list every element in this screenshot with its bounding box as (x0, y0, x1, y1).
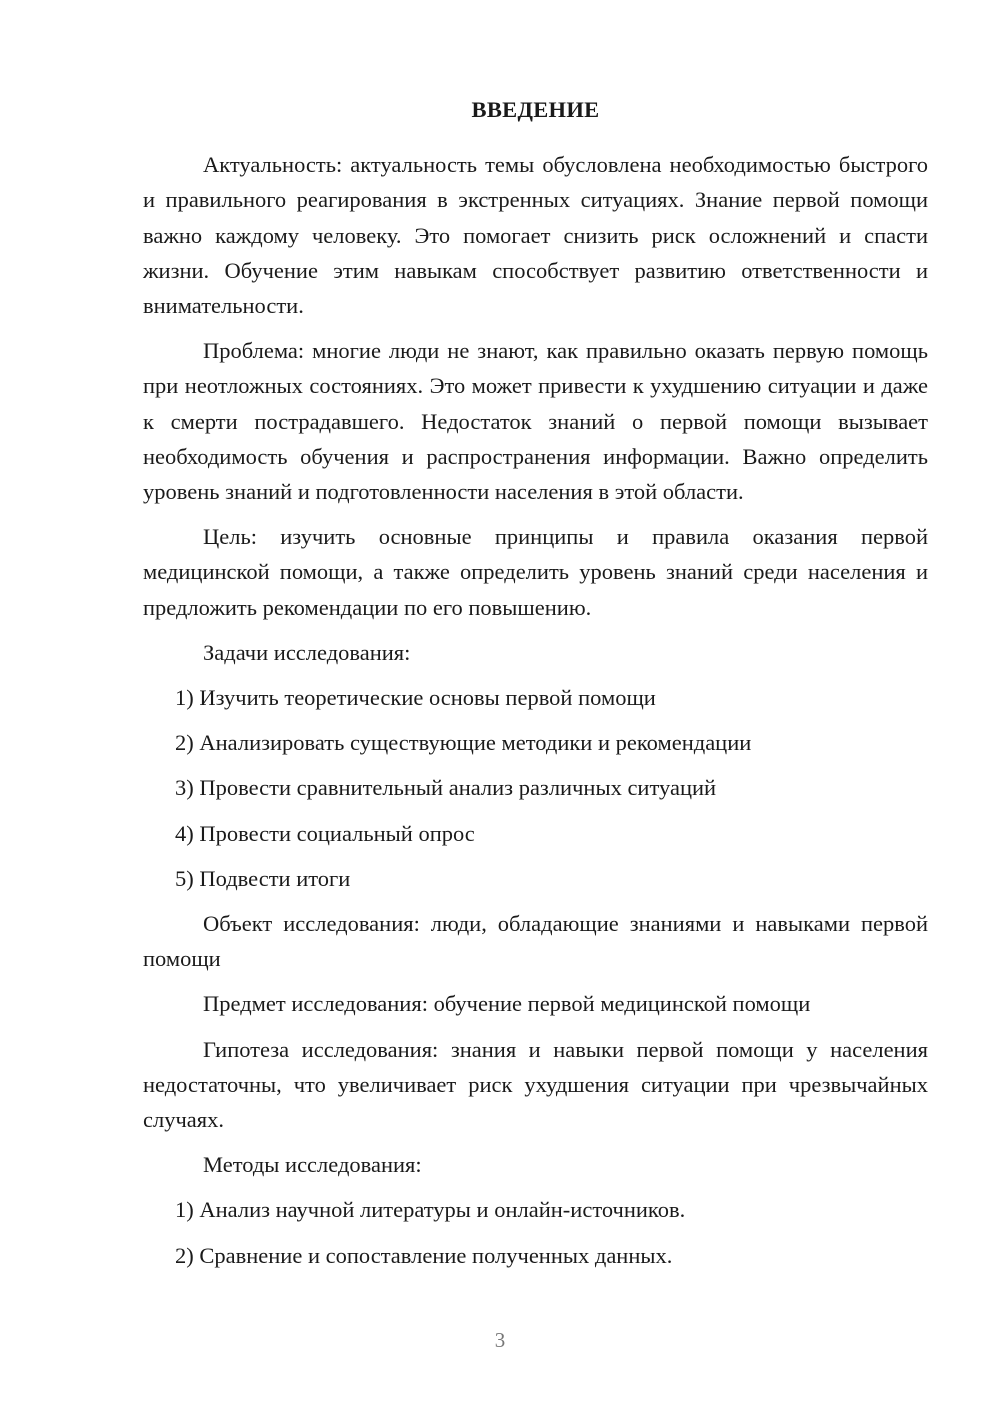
tasks-heading: Задачи исследования: (203, 639, 411, 665)
tasks-list (143, 680, 928, 896)
task-item-4: 4) Провести социальный опрос (175, 820, 475, 846)
relevance-paragraph: Актуальность: актуальность темы обусловлена необходимостью быстрого и правильного реагирования в экстренных ситуациях. Знание первой помощи важно каждому человеку. Это помогает снизить риск осложнений и спасти жизни. Обучение этим навыкам способствует развитию ответственности и внимательности. (143, 152, 928, 319)
task-item-3: 3) Провести сравнительный анализ различных ситуаций (175, 775, 717, 801)
task-item-5: 5) Подвести итоги (175, 865, 351, 891)
task-item-1: 1) Изучить теоретические основы первой помощи (175, 685, 656, 711)
goal-paragraph: Цель: изучить основные принципы и правила оказания первой медицинской помощи, а также определить уровень знаний среди населения и предложить рекомендации по его повышению. (143, 524, 928, 620)
problem-paragraph: Проблема: многие люди не знают, как правильно оказать первую помощь при неотложных состояниях. Это может привести к ухудшению ситуации и даже к смерти пострадавшего. Недостаток знаний о первой помощи вызывает необходимость обучения и распространения информации. Важно определить уровень знаний и подготовленности населения в этой области. (143, 338, 928, 505)
methods-heading: Методы исследования: (203, 1152, 422, 1178)
subject-paragraph: Предмет исследования: обучение первой медицинской помощи (203, 991, 811, 1017)
hypothesis-paragraph: Гипотеза исследования: знания и навыки первой помощи у населения недостаточны, что увеличивает риск ухудшения ситуации при чрезвычайных случаях. (143, 1036, 928, 1133)
method-item-1: 1) Анализ научной литературы и онлайн-источников. (175, 1197, 686, 1223)
methods-list (143, 1192, 928, 1272)
object-paragraph: Объект исследования: люди, обладающие знаниями и навыками первой помощи (143, 911, 928, 972)
page-number: 3 (494, 1328, 506, 1352)
task-item-2: 2) Анализировать существующие методики и рекомендации (175, 730, 752, 756)
section-title: ВВЕДЕНИЕ (471, 97, 600, 122)
method-item-2: 2) Сравнение и сопоставление полученных данных. (175, 1242, 673, 1268)
document-page (143, 92, 928, 1283)
